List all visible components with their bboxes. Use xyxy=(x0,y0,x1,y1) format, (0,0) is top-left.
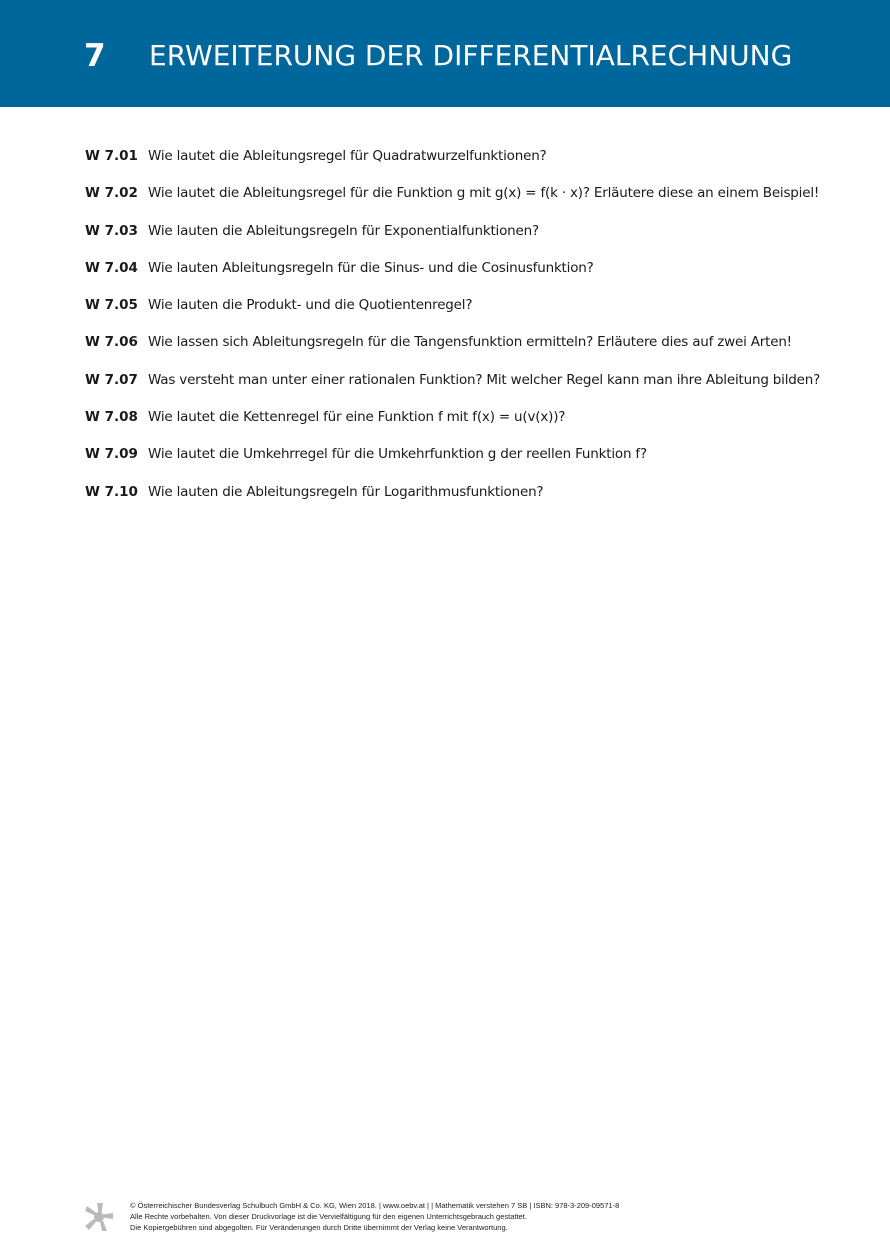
page-footer xyxy=(84,1198,844,1238)
chapter-header xyxy=(0,0,890,107)
question-text: Wie lauten Ableitungsregeln für die Sinus- und die Cosinusfunktion? xyxy=(148,259,594,276)
question-item xyxy=(0,257,890,294)
question-text: Wie lautet die Ableitungsregel für Quadratwurzelfunktionen? xyxy=(148,148,547,164)
question-id: W 7.10 xyxy=(85,483,138,500)
question-text: Wie lassen sich Ableitungsregeln für die Tangensfunktion ermitteln? Erläutere dies auf zwei Arten! xyxy=(148,334,792,351)
disclaimer-line: Die Kopiergebühren sind abgegolten. Für Veränderungen durch Dritte übernimmt der Verlag keine Verantwortung. xyxy=(130,1223,508,1232)
question-id: W 7.05 xyxy=(85,297,138,314)
question-id: W 7.01 xyxy=(85,148,138,164)
question-id: W 7.06 xyxy=(85,334,138,351)
rights-line: Alle Rechte vorbehalten. Von dieser Druckvorlage ist die Vervielfältigung für den eigenen Unterrichtsgebrauch gestattet. xyxy=(130,1212,527,1221)
question-text: Wie lauten die Ableitungsregeln für Logarithmusfunktionen? xyxy=(148,483,544,500)
question-list xyxy=(0,145,890,518)
question-text: Wie lauten die Produkt- und die Quotientenregel? xyxy=(148,297,473,314)
question-item xyxy=(0,145,890,182)
question-item xyxy=(0,481,890,518)
question-id: W 7.02 xyxy=(85,185,138,202)
question-text: Wie lautet die Kettenregel für eine Funktion f mit f(x) = u(v(x))? xyxy=(148,409,566,426)
footer-text xyxy=(130,1200,619,1233)
question-id: W 7.03 xyxy=(85,222,138,239)
question-text: Wie lautet die Ableitungsregel für die Funktion g mit g(x) = f(k · x)? Erläutere diese an einem Beispiel! xyxy=(148,185,820,202)
question-id: W 7.08 xyxy=(85,409,138,426)
question-text: Wie lauten die Ableitungsregeln für Exponentialfunktionen? xyxy=(148,222,539,239)
question-item xyxy=(0,182,890,219)
question-item xyxy=(0,406,890,443)
question-item xyxy=(0,220,890,257)
question-id: W 7.07 xyxy=(85,371,138,388)
question-item xyxy=(0,369,890,406)
question-item xyxy=(0,331,890,368)
publisher-logo-icon xyxy=(84,1202,114,1232)
question-text: Wie lautet die Umkehrregel für die Umkehrfunktion g der reellen Funktion f? xyxy=(148,446,647,463)
copyright-line: © Österreichischer Bundesverlag Schulbuch GmbH & Co. KG, Wien 2018. | www.oebv.at | | Mathematik verstehen 7 SB | ISBN: 978-3-209-09571-8 xyxy=(130,1201,620,1210)
question-item xyxy=(0,443,890,480)
chapter-number: 7 xyxy=(84,38,106,74)
question-id: W 7.09 xyxy=(85,446,138,463)
question-text: Was versteht man unter einer rationalen Funktion? Mit welcher Regel kann man ihre Ableitung bilden? xyxy=(148,371,821,388)
question-item xyxy=(0,294,890,331)
question-id: W 7.04 xyxy=(85,259,138,276)
chapter-title: ERWEITERUNG DER DIFFERENTIALRECHNUNG xyxy=(149,39,793,72)
